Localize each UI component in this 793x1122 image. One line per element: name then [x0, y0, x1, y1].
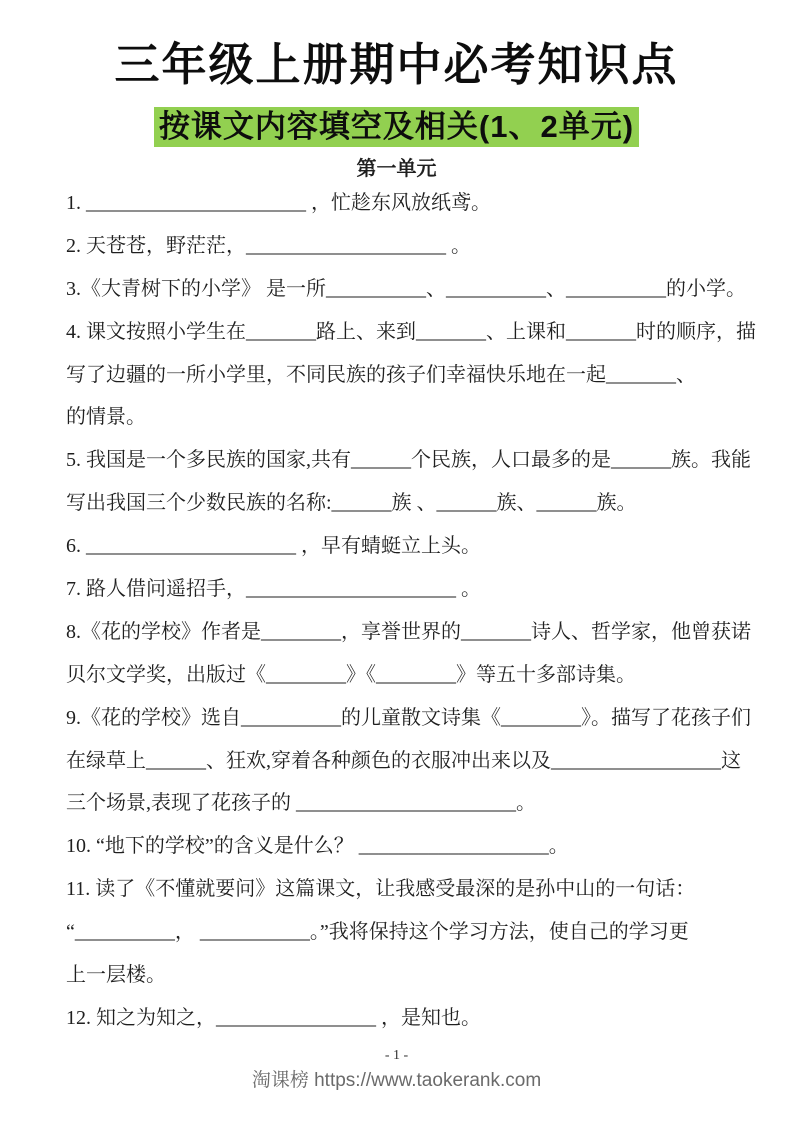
question-5-line: 5. 我国是一个多民族的国家,共有______个民族，人口最多的是______族。我能 [66, 449, 751, 472]
page-title: 三年级上册期中必考知识点 [114, 39, 679, 90]
question-list [66, 182, 756, 1040]
question-6-line: 6. _____________________ ，早有蜻蜓立上头。 [66, 535, 481, 558]
subtitle-row [0, 107, 793, 147]
question-9-line: 三个场景,表现了花孩子的 ______________________。 [66, 792, 536, 815]
question-5-line: 写出我国三个少数民族的名称:______族 、______族、______族。 [66, 492, 637, 515]
section-heading: 第一单元 [356, 158, 437, 180]
question-10-line: 10. “地下的学校”的含义是什么？ ___________________。 [66, 835, 569, 858]
question-4-line: 写了边疆的一所小学里，不同民族的孩子们幸福快乐地在一起_______、 [66, 363, 696, 386]
question-2-line: 2. 天苍苍，野茫茫，____________________ 。 [66, 234, 471, 257]
question-3-line: 3.《大青树下的小学》 是一所__________、__________、__________的小学。 [66, 277, 746, 300]
footer-site-link[interactable]: 淘课榜 https://www.taokerank.com [251, 1070, 542, 1091]
question-12-line: 12. 知之为知之，________________ ，是知也。 [66, 1006, 481, 1029]
page-number: - 1 - [384, 1048, 409, 1063]
page-subtitle-highlighted: 按课文内容填空及相关(1、2单元) [154, 107, 639, 147]
question-8-line: 贝尔文学奖，出版过《________》《________》等五十多部诗集。 [66, 663, 636, 686]
question-11-line: 11. 读了《不懂就要问》这篇课文，让我感受最深的是孙中山的一句话： [66, 878, 696, 901]
question-11-line: “__________， ___________。”我将保持这个学习方法，使自己的学习更 [66, 921, 689, 944]
question-11-line: 上一层楼。 [66, 964, 166, 987]
question-7-line: 7. 路人借问遥招手，_____________________ 。 [66, 578, 481, 601]
question-1-line: 1. ______________________ ，忙趁东风放纸鸢。 [66, 192, 491, 214]
question-8-line: 8.《花的学校》作者是________，享誉世界的_______诗人、哲学家，他曾获诺 [66, 620, 751, 643]
question-9-line: 在绿草上______、狂欢,穿着各种颜色的衣服冲出来以及_________________这 [66, 749, 741, 772]
question-9-line: 9.《花的学校》选自__________的儿童散文诗集《________》。描写了花孩子们 [66, 706, 751, 729]
question-4-line: 4. 课文按照小学生在_______路上、来到_______、上课和_______时的顺序，描 [66, 320, 756, 343]
question-4-line: 的情景。 [66, 406, 146, 429]
